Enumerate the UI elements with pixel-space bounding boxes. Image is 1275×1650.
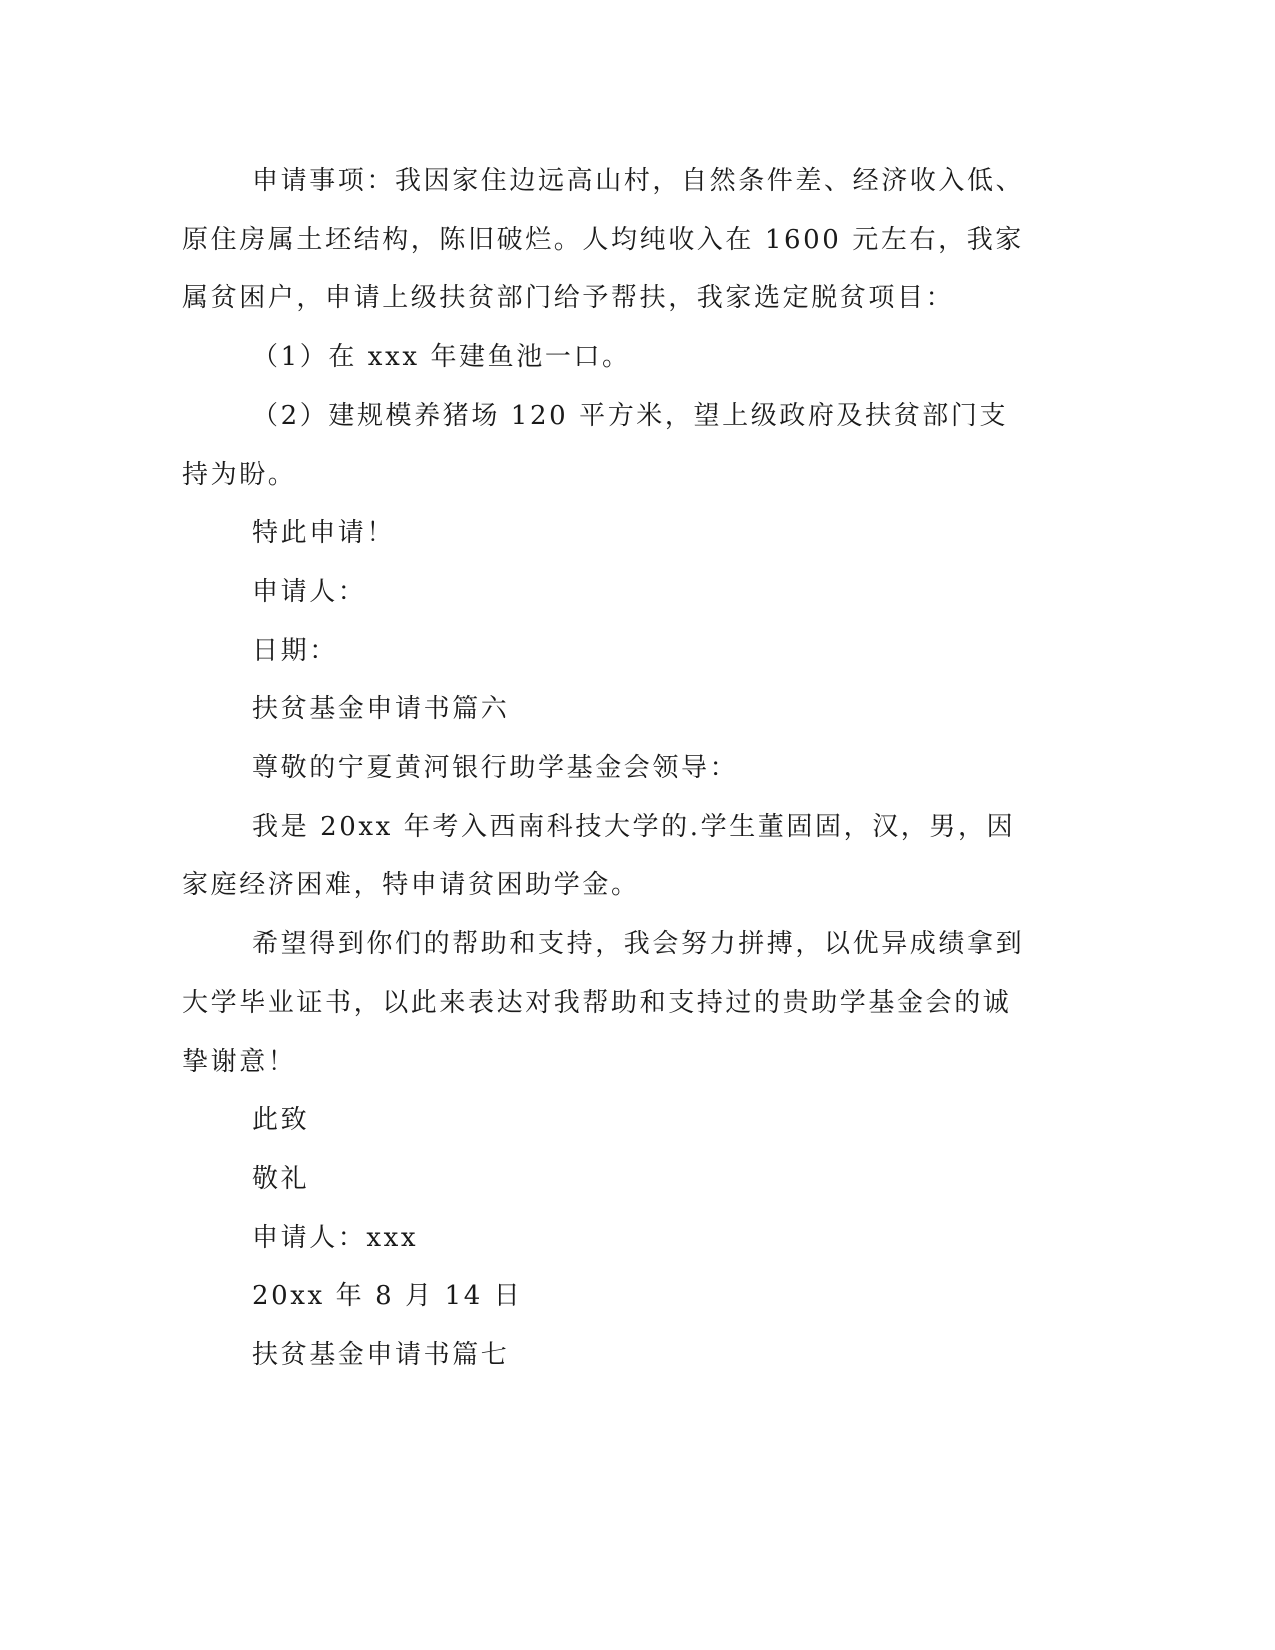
paragraph-applicant-signature: 申请人：xxx bbox=[252, 1222, 419, 1253]
paragraph-date-label: 日期： bbox=[252, 635, 338, 666]
section-heading-6: 扶贫基金申请书篇六 bbox=[252, 694, 510, 725]
document-body bbox=[182, 152, 1032, 1385]
paragraph-item-2: （2）建规模养猪场 120 平方米，望上级政府及扶贫部门支持为盼。 bbox=[182, 400, 1009, 490]
paragraph-date: 20xx 年 8 月 14 日 bbox=[252, 1281, 523, 1312]
paragraph-hope: 希望得到你们的帮助和支持，我会努力拼搏，以优异成绩拿到大学毕业证书，以此来表达对我帮助和支持过的贵助学基金会的诚挚谢意！ bbox=[182, 929, 1025, 1077]
section-heading-7: 扶贫基金申请书篇七 bbox=[252, 1340, 510, 1371]
paragraph-applicant-label: 申请人： bbox=[252, 576, 367, 607]
paragraph-salutation: 尊敬的宁夏黄河银行助学基金会领导： bbox=[252, 753, 739, 784]
paragraph-jingli: 敬礼 bbox=[252, 1163, 310, 1194]
paragraph-cizhi: 此致 bbox=[252, 1105, 310, 1136]
paragraph-closing-request: 特此申请！ bbox=[252, 518, 396, 549]
paragraph-introduction: 我是 20xx 年考入西南科技大学的.学生董固固，汉，男，因家庭经济困难，特申请贫困助学金。 bbox=[182, 811, 1016, 901]
paragraph-application-items: 申请事项：我因家住边远高山村，自然条件差、经济收入低、原住房属土坯结构，陈旧破烂。人均纯收入在 1600 元左右，我家属贫困户，申请上级扶贫部门给予帮扶，我家选定脱贫项目： bbox=[182, 166, 1025, 314]
paragraph-item-1: （1）在 xxx 年建鱼池一口。 bbox=[252, 342, 631, 373]
